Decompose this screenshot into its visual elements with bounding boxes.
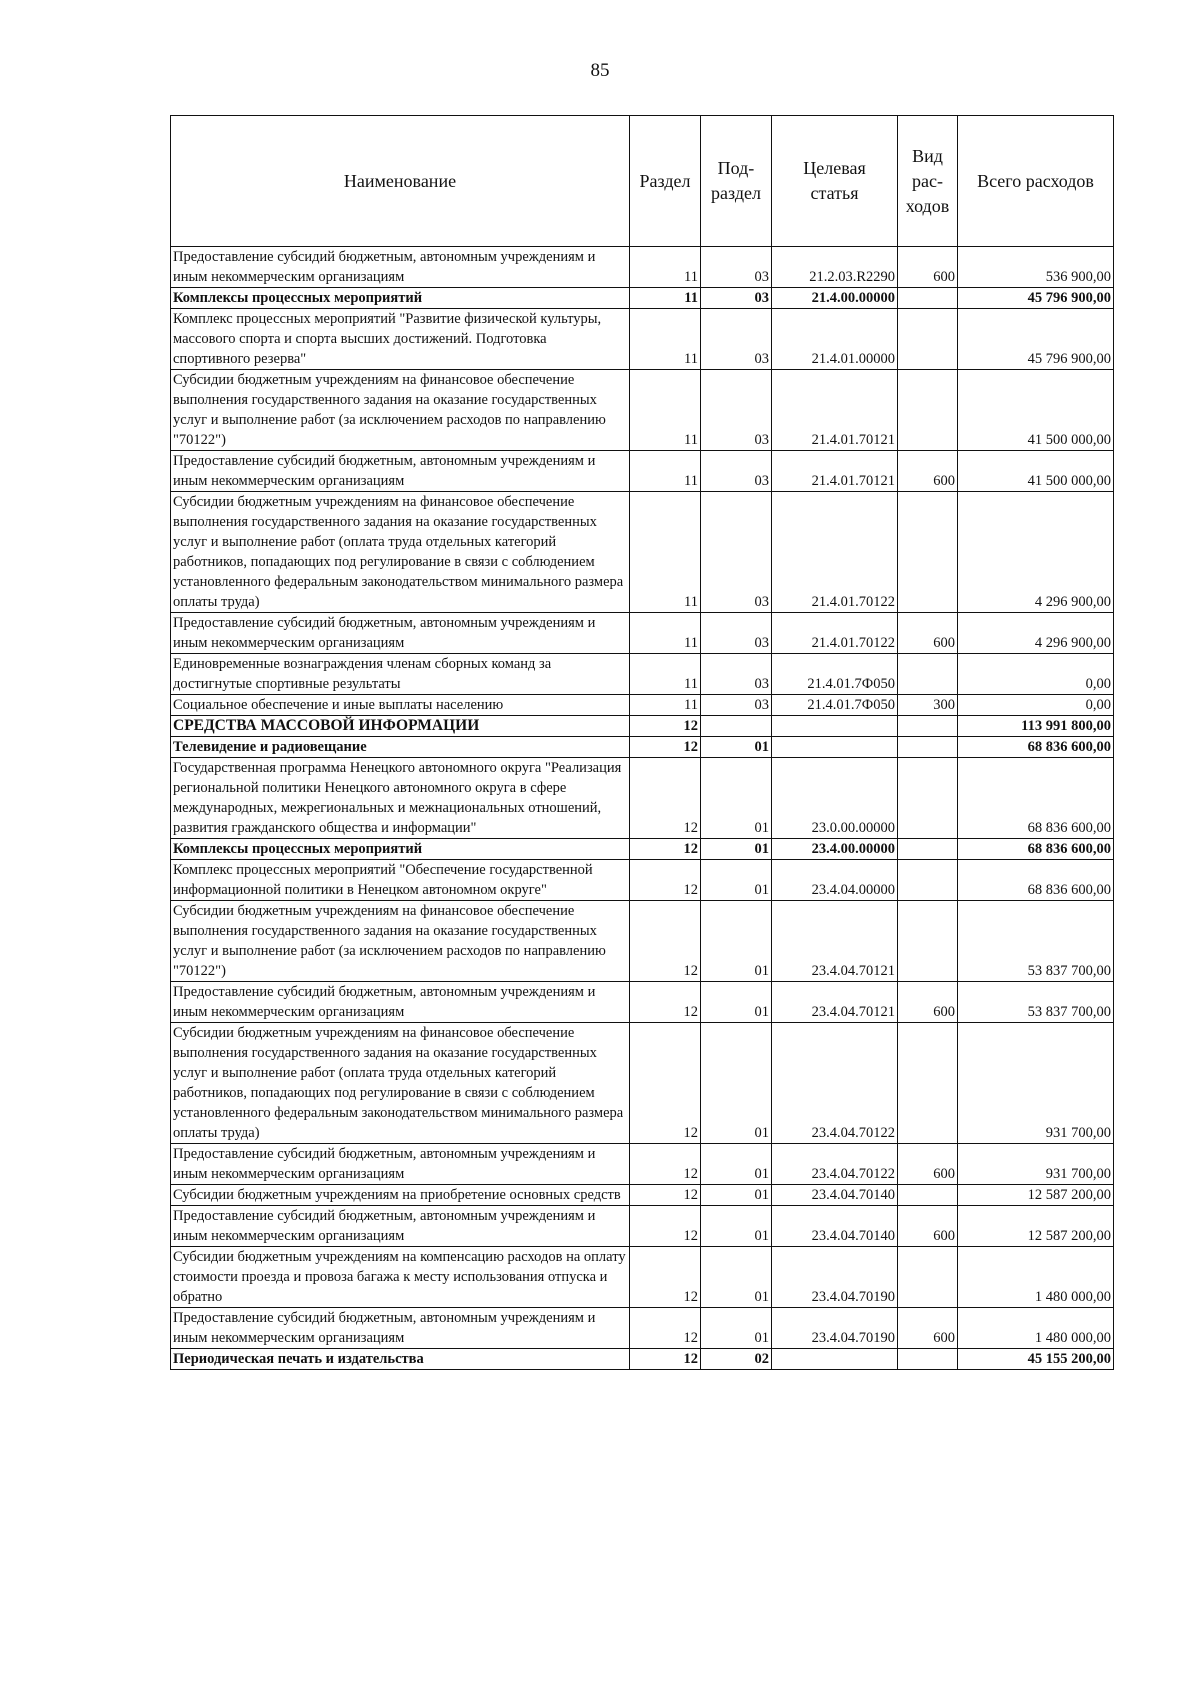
row-total-cell: 931 700,00 [958,1023,1114,1144]
row-kind-cell: 600 [898,982,958,1023]
table-row [171,860,1114,901]
table-row [171,758,1114,839]
row-article-cell: 21.4.01.70121 [772,370,898,451]
row-article-cell [772,737,898,758]
row-article-cell: 21.2.03.R2290 [772,247,898,288]
row-name-cell: Комплекс процессных мероприятий "Обеспечение государственной информационной политики в Ненецком автономном округе" [171,860,630,901]
table-row [171,901,1114,982]
table-row [171,613,1114,654]
row-name-cell: Государственная программа Ненецкого автономного округа "Реализация региональной политики Ненецкого автономного округа в сфере международных, межрегиональных и межнациональных отношений, развития гражданского общества и информации" [171,758,630,839]
row-kind-cell [898,839,958,860]
row-section-cell: 11 [630,247,701,288]
row-section-cell: 12 [630,839,701,860]
row-subsection-cell: 01 [701,860,772,901]
row-total-cell: 0,00 [958,695,1114,716]
row-total-cell: 68 836 600,00 [958,758,1114,839]
page-number: 85 [590,60,610,81]
row-kind-cell [898,1023,958,1144]
row-kind-cell [898,860,958,901]
row-subsection-cell: 01 [701,1023,772,1144]
table-row [171,451,1114,492]
row-article-cell: 21.4.01.7Ф050 [772,654,898,695]
row-article-cell: 23.0.00.00000 [772,758,898,839]
row-subsection-cell: 03 [701,309,772,370]
row-subsection-cell: 03 [701,288,772,309]
row-subsection-cell [701,716,772,737]
row-article-cell: 23.4.04.70122 [772,1144,898,1185]
row-article-cell: 21.4.01.70122 [772,613,898,654]
table-row [171,1349,1114,1370]
row-name-cell: Периодическая печать и издательства [171,1349,630,1370]
header-total: Всего расходов [958,116,1114,247]
row-name-cell: Единовременные вознаграждения членам сборных команд за достигнутые спортивные результаты [171,654,630,695]
header-name: Наименование [171,116,630,247]
row-article-cell: 23.4.04.70121 [772,982,898,1023]
row-kind-cell [898,901,958,982]
row-section-cell: 11 [630,654,701,695]
row-section-cell: 11 [630,695,701,716]
row-section-cell: 11 [630,451,701,492]
table-row [171,654,1114,695]
row-kind-cell [898,309,958,370]
row-section-cell: 12 [630,1185,701,1206]
row-name-cell: Телевидение и радиовещание [171,737,630,758]
row-name-cell: Субсидии бюджетным учреждениям на финансовое обеспечение выполнения государственного задания на оказание государственных услуг и выполнение работ (за исключением расходов по направлению "70122") [171,901,630,982]
row-name-cell: Субсидии бюджетным учреждениям на компенсацию расходов на оплату стоимости проезда и провоза багажа к месту использования отпуска и обратно [171,1247,630,1308]
row-subsection-cell: 03 [701,695,772,716]
row-section-cell: 12 [630,901,701,982]
row-section-cell: 12 [630,1349,701,1370]
row-article-cell: 23.4.04.70121 [772,901,898,982]
table-row [171,1247,1114,1308]
row-kind-cell: 600 [898,613,958,654]
row-kind-cell: 600 [898,1308,958,1349]
row-article-cell [772,1349,898,1370]
row-total-cell: 41 500 000,00 [958,370,1114,451]
row-subsection-cell: 03 [701,492,772,613]
row-kind-cell [898,1349,958,1370]
row-section-cell: 12 [630,982,701,1023]
budget-table [170,115,1114,1370]
row-name-cell: Предоставление субсидий бюджетным, автономным учреждениям и иным некоммерческим организациям [171,1206,630,1247]
row-section-cell: 11 [630,288,701,309]
row-article-cell: 21.4.00.00000 [772,288,898,309]
row-total-cell: 113 991 800,00 [958,716,1114,737]
row-name-cell: Субсидии бюджетным учреждениям на финансовое обеспечение выполнения государственного задания на оказание государственных услуг и выполнение работ (за исключением расходов по направлению "70122") [171,370,630,451]
row-total-cell: 12 587 200,00 [958,1185,1114,1206]
row-section-cell: 11 [630,613,701,654]
header-article: Целевая статья [772,116,898,247]
row-subsection-cell: 01 [701,737,772,758]
row-kind-cell: 300 [898,695,958,716]
row-total-cell: 45 796 900,00 [958,309,1114,370]
row-subsection-cell: 03 [701,370,772,451]
row-name-cell: Комплексы процессных мероприятий [171,839,630,860]
row-article-cell: 21.4.01.70121 [772,451,898,492]
row-total-cell: 68 836 600,00 [958,737,1114,758]
row-kind-cell: 600 [898,247,958,288]
row-kind-cell [898,716,958,737]
row-section-cell: 12 [630,860,701,901]
row-total-cell: 68 836 600,00 [958,839,1114,860]
row-kind-cell [898,1247,958,1308]
row-total-cell: 45 155 200,00 [958,1349,1114,1370]
row-section-cell: 12 [630,758,701,839]
row-kind-cell [898,758,958,839]
row-name-cell: Социальное обеспечение и иные выплаты населению [171,695,630,716]
row-kind-cell: 600 [898,1206,958,1247]
row-kind-cell: 600 [898,451,958,492]
row-name-cell: Предоставление субсидий бюджетным, автономным учреждениям и иным некоммерческим организациям [171,451,630,492]
table-row [171,1144,1114,1185]
table-row [171,695,1114,716]
row-kind-cell [898,492,958,613]
row-subsection-cell: 03 [701,247,772,288]
row-total-cell: 4 296 900,00 [958,492,1114,613]
table-row [171,370,1114,451]
row-total-cell: 12 587 200,00 [958,1206,1114,1247]
row-total-cell: 536 900,00 [958,247,1114,288]
table-row [171,492,1114,613]
row-section-cell: 12 [630,1308,701,1349]
row-total-cell: 68 836 600,00 [958,860,1114,901]
row-subsection-cell: 01 [701,901,772,982]
row-subsection-cell: 01 [701,1247,772,1308]
row-subsection-cell: 03 [701,613,772,654]
row-article-cell: 23.4.04.00000 [772,860,898,901]
row-subsection-cell: 01 [701,839,772,860]
table-row [171,247,1114,288]
row-name-cell: Предоставление субсидий бюджетным, автономным учреждениям и иным некоммерческим организациям [171,247,630,288]
row-total-cell: 53 837 700,00 [958,901,1114,982]
row-subsection-cell: 01 [701,1144,772,1185]
row-name-cell: Комплексы процессных мероприятий [171,288,630,309]
table-row [171,839,1114,860]
table-row [171,1023,1114,1144]
table-row [171,737,1114,758]
table-row [171,288,1114,309]
row-section-cell: 12 [630,1206,701,1247]
row-total-cell: 0,00 [958,654,1114,695]
row-kind-cell [898,654,958,695]
header-subsection: Под- раздел [701,116,772,247]
row-article-cell: 21.4.01.7Ф050 [772,695,898,716]
table-row [171,1206,1114,1247]
row-total-cell: 45 796 900,00 [958,288,1114,309]
row-total-cell: 4 296 900,00 [958,613,1114,654]
row-section-cell: 11 [630,309,701,370]
row-section-cell: 12 [630,1247,701,1308]
row-section-cell: 12 [630,1023,701,1144]
row-name-cell: Субсидии бюджетным учреждениям на финансовое обеспечение выполнения государственного задания на оказание государственных услуг и выполнение работ (оплата труда отдельных категорий работников, попадающих под регулирование в связи с соблюдением установленного федеральным законодательством минимального размера оплаты труда) [171,1023,630,1144]
row-kind-cell: 600 [898,1144,958,1185]
table-row [171,1185,1114,1206]
row-name-cell: Предоставление субсидий бюджетным, автономным учреждениям и иным некоммерческим организациям [171,1144,630,1185]
row-kind-cell [898,370,958,451]
row-kind-cell [898,1185,958,1206]
row-total-cell: 53 837 700,00 [958,982,1114,1023]
row-subsection-cell: 01 [701,1206,772,1247]
row-name-cell: Предоставление субсидий бюджетным, автономным учреждениям и иным некоммерческим организациям [171,1308,630,1349]
row-article-cell: 23.4.04.70190 [772,1247,898,1308]
row-name-cell: Субсидии бюджетным учреждениям на приобретение основных средств [171,1185,630,1206]
table-header [171,116,1114,247]
table-row [171,1308,1114,1349]
row-total-cell: 41 500 000,00 [958,451,1114,492]
row-article-cell: 23.4.04.70190 [772,1308,898,1349]
row-subsection-cell: 03 [701,654,772,695]
header-section: Раздел [630,116,701,247]
row-subsection-cell: 01 [701,1308,772,1349]
row-article-cell: 23.4.04.70140 [772,1206,898,1247]
row-subsection-cell: 02 [701,1349,772,1370]
row-subsection-cell: 03 [701,451,772,492]
row-section-cell: 11 [630,370,701,451]
row-kind-cell [898,737,958,758]
table-body [171,247,1114,1370]
row-article-cell: 21.4.01.70122 [772,492,898,613]
header-kind: Вид рас- ходов [898,116,958,247]
row-article-cell: 23.4.04.70122 [772,1023,898,1144]
row-section-cell: 12 [630,1144,701,1185]
row-subsection-cell: 01 [701,758,772,839]
row-article-cell: 23.4.04.70140 [772,1185,898,1206]
row-name-cell: Предоставление субсидий бюджетным, автономным учреждениям и иным некоммерческим организациям [171,982,630,1023]
row-section-cell: 12 [630,716,701,737]
row-name-cell: Комплекс процессных мероприятий "Развитие физической культуры, массового спорта и спорта высших достижений. Подготовка спортивного резерва" [171,309,630,370]
row-name-cell: Предоставление субсидий бюджетным, автономным учреждениям и иным некоммерческим организациям [171,613,630,654]
row-name-cell: СРЕДСТВА МАССОВОЙ ИНФОРМАЦИИ [171,716,630,737]
row-article-cell [772,716,898,737]
table-row [171,716,1114,737]
row-section-cell: 11 [630,492,701,613]
row-total-cell: 931 700,00 [958,1144,1114,1185]
row-subsection-cell: 01 [701,982,772,1023]
table-row [171,982,1114,1023]
row-total-cell: 1 480 000,00 [958,1308,1114,1349]
row-name-cell: Субсидии бюджетным учреждениям на финансовое обеспечение выполнения государственного задания на оказание государственных услуг и выполнение работ (оплата труда отдельных категорий работников, попадающих под регулирование в связи с соблюдением установленного федеральным законодательством минимального размера оплаты труда) [171,492,630,613]
row-article-cell: 23.4.00.00000 [772,839,898,860]
row-subsection-cell: 01 [701,1185,772,1206]
row-total-cell: 1 480 000,00 [958,1247,1114,1308]
table-row [171,309,1114,370]
row-article-cell: 21.4.01.00000 [772,309,898,370]
row-kind-cell [898,288,958,309]
row-section-cell: 12 [630,737,701,758]
